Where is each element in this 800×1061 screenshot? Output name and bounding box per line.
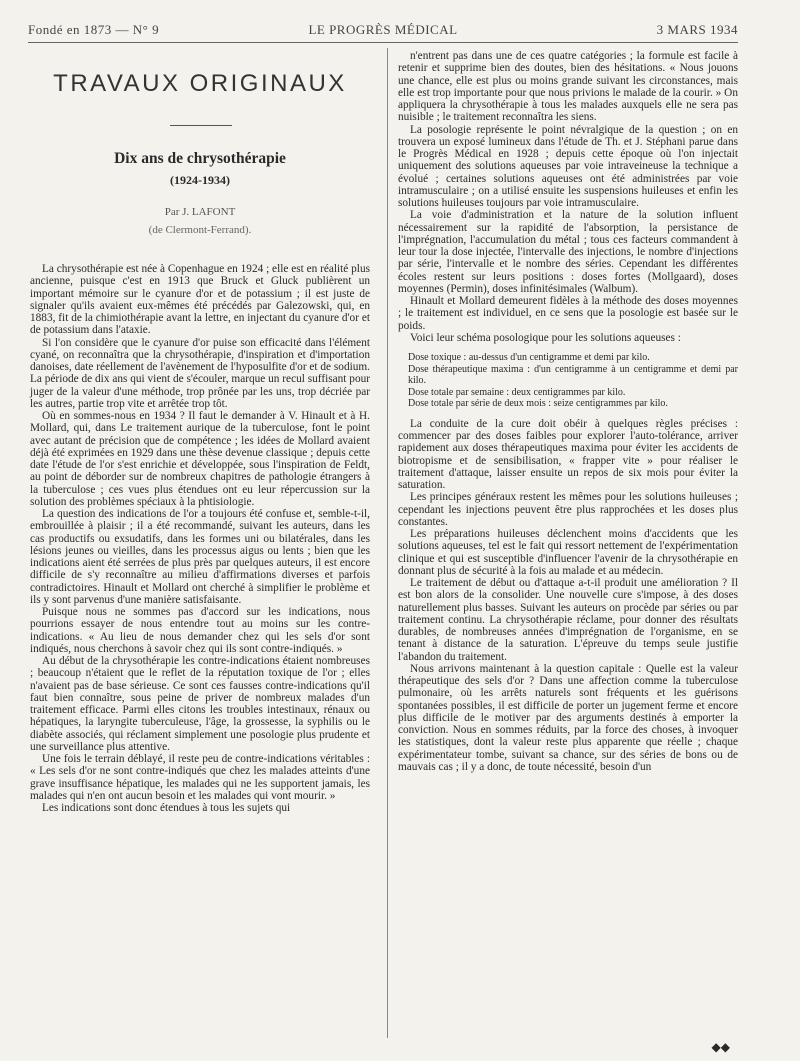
article-title: Dix ans de chrysothérapie xyxy=(114,150,286,167)
header-rule xyxy=(28,42,738,43)
dose-item: Dose thérapeutique maxima : d'un centigramme à un centigramme et demi par kilo. xyxy=(408,363,738,387)
article-dates: (1924-1934) xyxy=(170,173,230,187)
paragraph: Une fois le terrain déblayé, il reste peu de contre-indications véritables : « Les sels d'or ne sont contre-indiqués que chez les malades atteints d'une grave insuffisance hépatique, les malades qui ne les supportent jamais, les malades qui n'en ont aucun besoin et les malades qui vont mourir. » xyxy=(30,753,370,802)
paragraph: Les principes généraux restent les mêmes pour les solutions huileuses ; cependant les injections peuvent être plus rapprochées et les doses plus constantes. xyxy=(398,491,738,528)
paragraph: Puisque nous ne sommes pas d'accord sur les indications, nous pourrions essayer de nous entendre tout au moins sur les contre-indications. « Au lieu de nous demander chez qui les sels d'or sont indiqués, nous cherchons à savoir chez qui ils sont contre-indiqués. » xyxy=(30,606,370,655)
left-column xyxy=(30,263,370,814)
paragraph: Les préparations huileuses déclenchent moins d'accidents que les solutions aqueuses, tel est le fait qui ressort nettement de l'expérimentation clinique et qui est susceptible d'influencer l'avenir de la chrysothérapie en donnant plus de sécurité à la fois au malade et au médecin. xyxy=(398,528,738,577)
article-affiliation: (de Clermont-Ferrand). xyxy=(148,224,252,236)
header-founded: Fondé en 1873 — N° 9 xyxy=(28,22,160,37)
paragraph: Le traitement de début ou d'attaque a-t-il produit une amélioration ? Il est bon alors de la consolider. Une nouvelle cure s'impose, à des doses naturellement plus basses. Suivant les auteurs on procède par séries ou par traitement continu. La chrysothérapie réclame, pour donner des résultats durables, de nombreuses années d'imprégnation de l'organisme, en se tenant à distance de la saturation. L'épreuve du temps seule justifie l'abandon du traitement. xyxy=(398,577,738,663)
paragraph: Hinault et Mollard demeurent fidèles à la méthode des doses moyennes ; le traitement est individuel, en ce sens que la posologie est basée sur le poids. xyxy=(398,295,738,332)
dose-item: Dose totale par semaine : deux centigrammes par kilo. xyxy=(408,386,626,398)
column-divider xyxy=(387,48,388,1038)
running-header xyxy=(28,22,738,42)
paragraph: La chrysothérapie est née à Copenhague en 1924 ; elle est en réalité plus ancienne, puisque c'est en 1913 que Bruck et Gluck publièrent un important mémoire sur le cyanure d'or et de potassium ; il est juste de signaler qu'ils avaient eux-mêmes été précédés par Galezowski, qui, en 1883, fit de la chimiothérapie avant la lettre, en injectant du cyanure d'or et de potassium dans l'ataxie. xyxy=(30,263,370,337)
section-title: TRAVAUX ORIGINAUX xyxy=(53,70,347,97)
paragraph: Au début de la chrysothérapie les contre-indications étaient nombreuses ; beaucoup n'étaient que le reflet de la réputation toxique de l'or ; elles n'avaient pas de base sérieuse. Ce sont ces fausses contre-indications qu'il faut bien connaître, sous peine de priver de nombreux malades d'un traitement efficace. Parmi elles citons les troubles intestinaux, rénaux ou hépatiques, la laryngite tuberculeuse, l'âge, la grossesse, la syphilis ou le diabète associés, qui réclament simplement une posologie plus prudente et une surveillance plus attentive. xyxy=(30,655,370,753)
paragraph: La posologie représente le point névralgique de la question ; on en trouvera un exposé lumineux dans l'étude de Th. et J. Stéphani parue dans le Progrès Médical en 1928 ; depuis cette époque où l'on injectait uniquement des solutions aqueuses par voie intraveineuse la technique a évolué ; certaines solutions aqueuses ont été administrées par voie intramusculaire ; on a utilisé ensuite les suspensions huileuses et enfin les solutions huileuses toujours par voie intramusculaire. xyxy=(398,123,738,209)
dose-item: Dose toxique : au-dessus d'un centigramme et demi par kilo. xyxy=(408,352,650,363)
paragraph: Si l'on considère que le cyanure d'or puise son efficacité dans l'élément cyané, on reconnaîtra que la chrysothérapie, d'inspiration et d'importation danoises, date réellement de l'avènement de l'hyposulfite d'or et de sodium. La période de dix ans qui vient de s'écouler, marque un recul suffisant pour juger de la valeur d'une méthode, trop prônée par les uns, trop décriée par les autres, partie trop vite et arrêtée trop tôt. xyxy=(30,336,370,410)
paragraph: Nous arrivons maintenant à la question capitale : Quelle est la valeur thérapeutique des sels d'or ? Dans une affection comme la tuberculose pulmonaire, où les arrêts naturels sont fréquents et les guérisons spontanées possibles, il est difficile de porter un jugement ferme et encore plus difficile de le motiver par des arguments destinés à emporter la conviction. Nous en sommes réduits, par la force des choses, à invoquer les statistiques, dont la valeur reste plus apparente que réelle ; chaque expérimentateur tombe, suivant sa chance, sur des séries de bons ou de mauvais cas ; il y a donc, de toute nécessité, besoin d'un xyxy=(398,662,738,773)
paragraph: La question des indications de l'or a toujours été confuse et, semble-t-il, embrouillée à plaisir ; il a été recommandé, suivant les auteurs, dans les cas productifs ou exsudatifs, dans les formes uni ou bilatérales, dans les lésions jeunes ou vieilles, dans les processus aigus ou lents ; bien que les indications aient été serrées de plus près par quelques auteurs, il est encore difficile de s'y reconnaître au milieu d'affirmations diverses et parfois contradictoires. Hinault et Mollard ont cherché à simplifier le problème et ils y sont parvenus d'une manière satisfaisante. xyxy=(30,508,370,606)
article-author: Par J. LAFONT xyxy=(164,206,236,218)
paragraph: La voie d'administration et la nature de la solution influent nécessairement sur la rapidité de l'absorption, la persistance de l'imprégnation, l'accumulation du métal ; tous ces facteurs commandent à leur tour la dose injectée, l'intervalle des injections, le nombre d'injections par série, l'intervalle et le nombre des séries. Cependant les différentes écoles restent sur leurs positions : doses fortes (Mollgaard), doses moyennes (Permin), doses infinitésimales (Walbum). xyxy=(398,209,738,295)
paragraph: Où en sommes-nous en 1934 ? Il faut le demander à V. Hinault et à H. Mollard, qui, dans Le traitement aurique de la tuberculose, font le point avec autant de précision que de compétence ; les idées de Mollard avaient déjà été exprimées en 1929 dans une thèse devenue classique ; depuis cette date l'étude de l'or s'est enrichie et développée, sous l'inspiration de Feldt, au point de déborder sur de nombreux chapitres de pathologie étrangers à la tuberculose ; ces vues plus étendues ont eu leur répercussion sur la solution des problèmes spéciaux à la phtisiologie. xyxy=(30,410,370,508)
paragraph: Les indications sont donc étendues à tous les sujets qui xyxy=(42,802,291,814)
paragraph: Voici leur schéma posologique pour les solutions aqueuses : xyxy=(410,331,681,344)
journal-name: LE PROGRÈS MÉDICAL xyxy=(308,22,458,37)
dose-item: Dose totale par série de deux mois : seize centigrammes par kilo. xyxy=(408,398,668,410)
right-column xyxy=(398,50,738,773)
paragraph: La conduite de la cure doit obéir à quelques règles précises : commencer par des doses faibles pour explorer l'auto-tolérance, arriver rapidement aux doses thérapeutiques maxima pour éviter les accidents de biotropisme et de sensibilisation, « frapper vite » pour réaliser le traitement d'attaque, laisser ensuite un repos de six mois pour éviter la saturation. xyxy=(398,417,738,492)
title-rule xyxy=(170,125,232,126)
paragraph: n'entrent pas dans une de ces quatre catégories ; la formule est facile à retenir et supprime bien des doutes, bien des hésitations. « Nous jouons une chance, elle est plus ou moins grande suivant les circonstances, mais elle est trop importante pour que nous privions le malade de la courir. » On appliquera la chrysothérapie à tous les malades auxquels elle ne sera pas nuisible ; le traitement reconnaîtra les siens. xyxy=(398,50,738,124)
end-ornament: ◆◆ xyxy=(711,1040,730,1054)
issue-date: 3 MARS 1934 xyxy=(656,22,738,37)
